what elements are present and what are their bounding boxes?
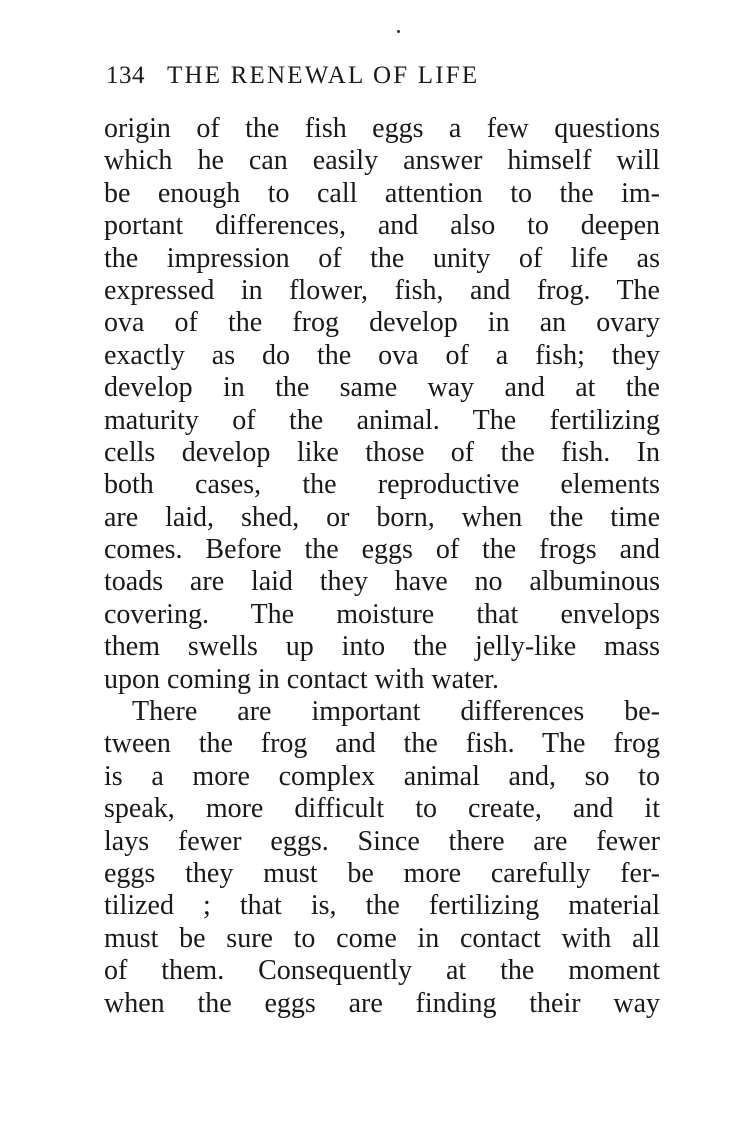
running-title: THE RENEWAL OF LIFE (167, 62, 480, 89)
text-line: speak, more difficult to create, and it (104, 793, 660, 825)
printing-speck (397, 30, 400, 33)
text-line: exactly as do the ova of a fish; they (104, 339, 660, 371)
running-header (106, 62, 666, 102)
text-line: cells develop like those of the fish. In (104, 436, 660, 468)
text-line: There are important differences be- (132, 696, 660, 728)
text-line: the impression of the unity of life as (104, 242, 660, 274)
text-line: is a more complex animal and, so to (104, 760, 660, 792)
text-line: covering. The moisture that envelops (104, 598, 660, 630)
text-line: lays fewer eggs. Since there are fewer (104, 825, 660, 857)
text-line: of them. Consequently at the moment (104, 955, 660, 987)
text-line: origin of the fish eggs a few questions (104, 113, 660, 144)
text-line: expressed in flower, fish, and frog. The (104, 274, 660, 306)
text-line: eggs they must be more carefully fer- (104, 857, 660, 889)
paragraph-1 (104, 113, 660, 696)
text-line: be enough to call attention to the im- (104, 177, 660, 209)
text-line: upon coming in contact with water. (104, 663, 500, 695)
text-line: are laid, shed, or born, when the time (104, 501, 660, 533)
text-line: both cases, the reproductive elements (104, 469, 660, 501)
text-line: maturity of the animal. The fertilizing (104, 404, 660, 436)
text-line: develop in the same way and at the (104, 372, 660, 404)
text-line: must be sure to come in contact with all (104, 922, 660, 954)
text-line: tilized ; that is, the fertilizing material (104, 890, 660, 922)
text-line: ova of the frog develop in an ovary (104, 307, 660, 339)
page-number: 134 (106, 62, 145, 89)
text-line: them swells up into the jelly-like mass (104, 631, 660, 663)
body-text (104, 113, 660, 1020)
text-line: portant differences, and also to deepen (104, 210, 660, 242)
paragraph-2 (104, 696, 660, 1020)
text-line: toads are laid they have no albuminous (104, 566, 660, 598)
text-line: tween the frog and the fish. The frog (104, 728, 660, 760)
text-line: when the eggs are finding their way (104, 987, 660, 1019)
text-line: comes. Before the eggs of the frogs and (104, 534, 660, 566)
text-line: which he can easily answer himself will (104, 145, 660, 177)
